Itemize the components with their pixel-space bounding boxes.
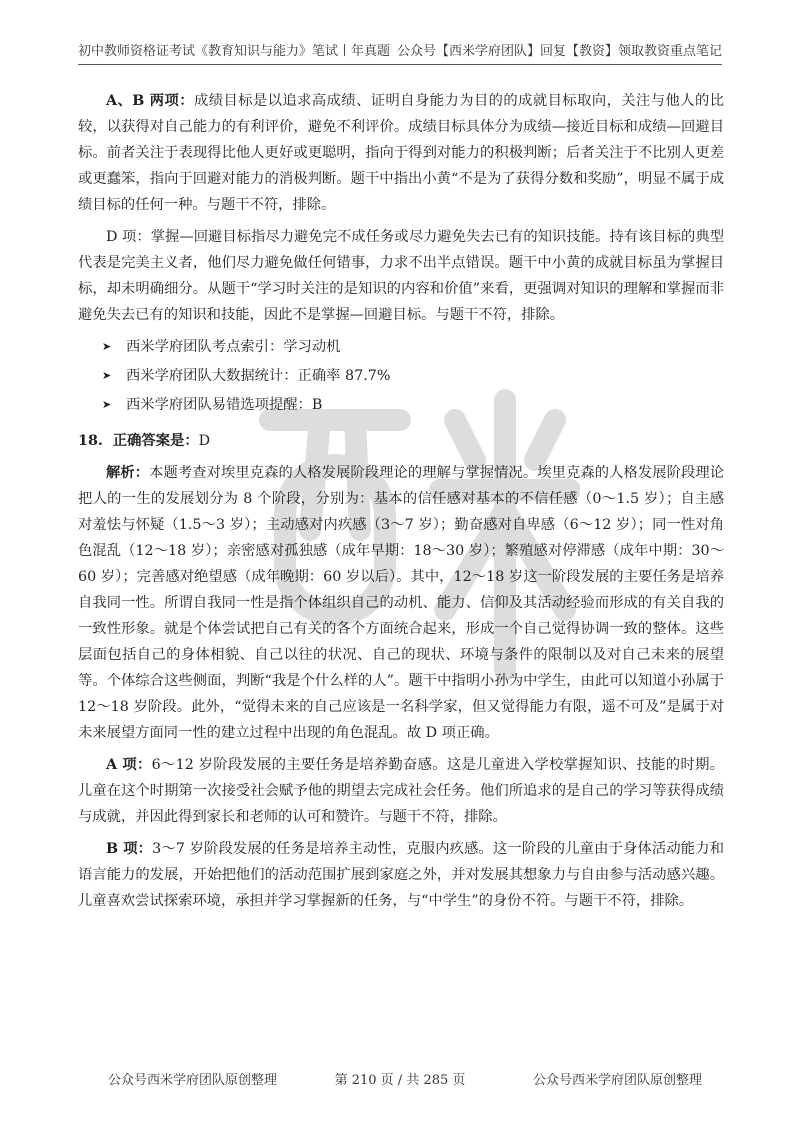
analysis-text: 本题考查对埃里克森的人格发展阶段理论的理解与掌握情况。埃里克森的人格发展阶段理论把人的一生的发展划分为 8 个阶段，分别为：基本的信任感对基本的不信任感（0～1.5 岁）；自主感对羞怯与怀疑（1.5～3 岁）；主动感对内疚感（3～7 岁）；勤奋感对自卑感（6～12 岁）；同一性对角色混乱（12～18 岁）；亲密感对孤独感（成年早期：18～30 岁）；繁殖感对停滞感（成年中期：30～60 岁）；完善感对绝望感（成年晚期：60 岁以后）。其中，12～18 岁这一阶段发展的主要任务是培养自我同一性。所谓自我同一性是指个体组织自己的动机、能力、信仰及其活动经验而形成的有关自我的一致性形象。就是个体尝试把自己有关的各个方面统合起来，形成一个自己觉得协调一致的整体。这些层面包括自己的身体相貌、自己以往的状况、自己的现状、环境与条件的限制以及对自己未来的展望等。个体综合这些侧面，判断“我是个什么样的人”。题干中指明小孙为中学生，由此可以知道小孙属于 12～18 岁阶段。此外，“觉得未来的自己应该是一名科学家，但又觉得能力有限，遥不可及”是属于对未来展望方面同一性的建立过程中出现的角色混乱。故 D 项正确。 [78,465,724,741]
option-a-label: A 项： [106,757,152,773]
arrow-bullet-icon: ➤ [102,340,112,353]
arrow-bullet-icon: ➤ [102,398,112,411]
option-b-label: B 项： [106,841,153,857]
footer-left-credit: 公众号西米学府团队原创整理 [108,1073,278,1088]
option-b-text: 3～7 岁阶段发展的任务是培养主动性，克服内疚感。这一阶段的儿童由于身体活动能力和语言能力的发展，开始把他们的活动范围扩展到家庭之外，并对发展其想象力与自由参与活动感兴趣。儿童喜欢尝试探索环境，承担并学习掌握新的任务，与“中学生”的身份不符。与题干不符，排除。 [78,841,724,909]
explanation-d [78,224,724,328]
page-footer [78,1071,722,1091]
page-number: 第 210 页 / 共 285 页 [334,1073,466,1088]
header-exam-title: 初中教师资格证考试《教育知识与能力》笔试丨年真题 [78,44,391,59]
bullet-accuracy-stat: ➤ 西米学府团队大数据统计：正确率 87.7% [78,363,724,389]
question-18-answer [78,428,724,454]
info-bullet-list [78,334,724,418]
option-ab-label: A、B 两项： [106,93,194,109]
option-ab-text: 成绩目标是以追求高成绩、证明自身能力为目的的成就目标取向，关注与他人的比较，以获得对自己能力的有利评价，避免不利评价。成绩目标具体分为成绩—接近目标和成绩—回避目标。前者关注于表现得比他人更好或更聪明，指向于得到对能力的积极判断；后者关注于不比别人更差或更蠢笨，指向于回避对能力的消极判断。题干中指出小黄“不是为了获得分数和奖励”，明显不属于成绩目标的任何一种。与题干不符，排除。 [78,93,725,213]
bullet-knowledge-point: ➤ 西米学府团队考点索引：学习动机 [78,334,724,360]
footer-right-credit: 公众号西米学府团队原创整理 [532,1073,702,1088]
option-d-text: 掌握—回避目标指尽力避免完不成任务或尽力避免失去已有的知识技能。持有该目标的典型代表是完美主义者，他们尽力避免做任何错事，力求不出半点错误。题干中小黄的成就目标虽为掌握目标，却未明确细分。从题干“学习时关注的是知识的内容和价值”来看，更强调对知识的理解和掌握而非避免失去已有的知识和技能，因此不是掌握—回避目标。与题干不符，排除。 [78,229,724,323]
explanation-ab [78,88,724,218]
analysis-paragraph [78,460,724,746]
question-number: 18. [78,433,103,449]
analysis-label: 解析： [106,465,150,481]
option-a-text: 6～12 岁阶段发展的主要任务是培养勤奋感。这是儿童进入学校掌握知识、技能的时期。儿童在这个时期第一次接受社会赋予他的期望去完成社会任务。他们所追求的是自己的学习等获得成绩与成就，并因此得到家长和老师的认可和赞许。与题干不符，排除。 [78,757,724,825]
header-promo-text: 公众号【西米学府团队】回复【教资】领取教资重点笔记 [396,44,722,59]
answer-label: 正确答案是： [112,433,199,449]
answer-value: D [198,433,211,449]
arrow-bullet-icon: ➤ [102,369,112,382]
page-header [78,38,722,65]
option-d-label: D 项： [106,229,151,245]
explanation-a [78,752,724,830]
explanation-b [78,836,724,914]
page-content [78,88,724,920]
bullet-common-error: ➤ 西米学府团队易错选项提醒：B [78,392,724,418]
